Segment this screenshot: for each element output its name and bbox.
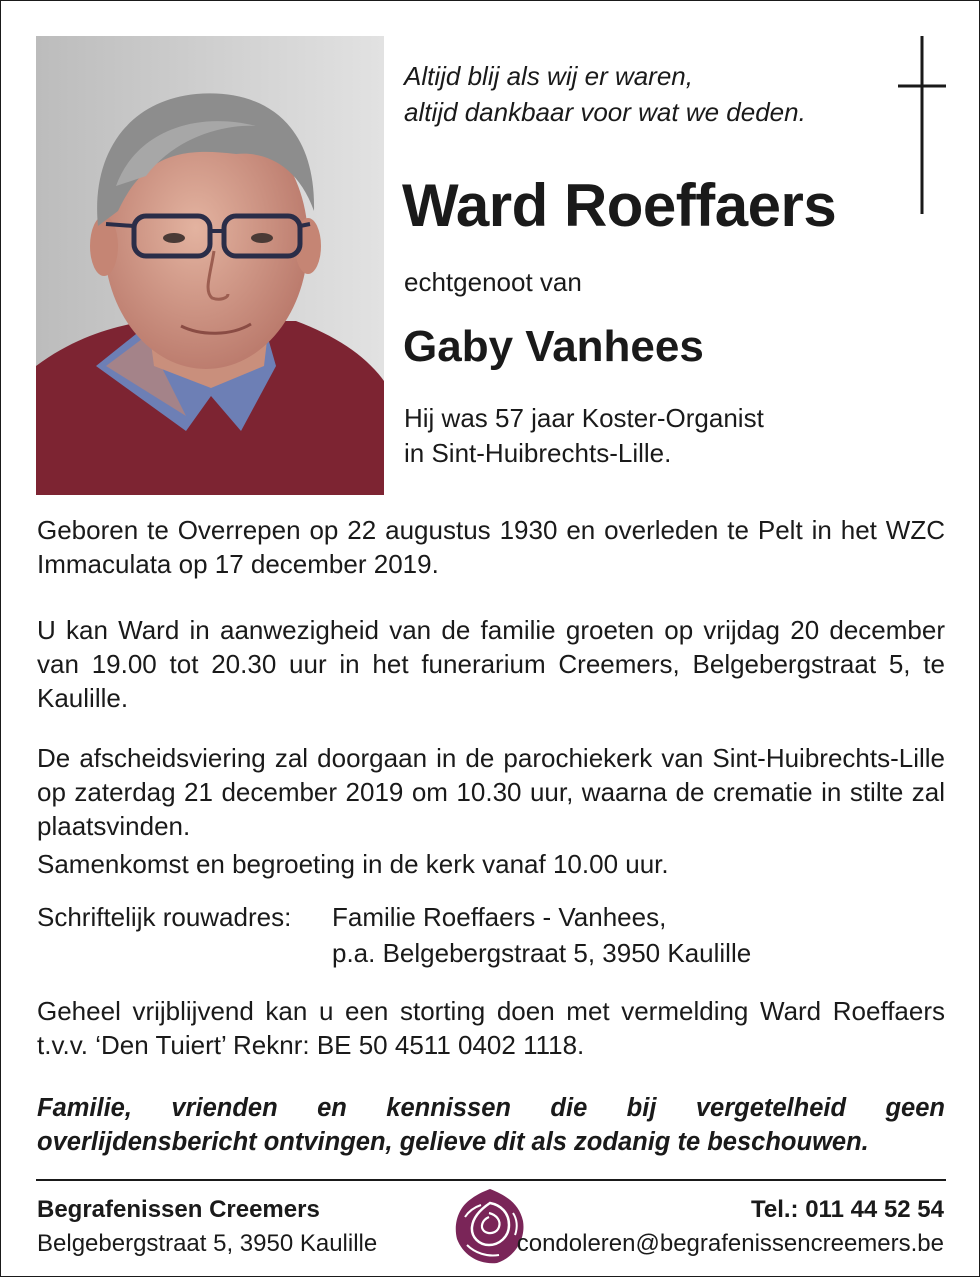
company-name: Begrafenissen Creemers <box>37 1196 320 1223</box>
footer-company-block <box>37 1193 377 1261</box>
cross-icon <box>896 36 948 214</box>
company-address: Belgebergstraat 5, 3950 Kaulille <box>37 1230 378 1257</box>
portrait-photo <box>36 36 384 495</box>
phone-number: Tel.: 011 44 52 54 <box>750 1196 944 1223</box>
memorial-quote <box>404 58 806 130</box>
career-text <box>404 401 764 471</box>
spouse-name: Gaby Vanhees <box>403 322 704 371</box>
ceremony-paragraph: De afscheidsviering zal doorgaan in de parochiekerk van Sint-Huibrechts-Lille op zaterdag 21 december 2019 om 10.30 uur, waarna de crematie in stilte zal plaatsvinden. <box>37 743 945 841</box>
portrait-illustration <box>36 36 384 495</box>
birth-paragraph: Geboren te Overrepen op 22 augustus 1930 en overleden te Pelt in het WZC Immaculata op 17 december 2019. <box>37 515 945 579</box>
address-label: Schriftelijk rouwadres: <box>37 902 292 932</box>
donation-paragraph: Geheel vrijblijvend kan u een storting doen met vermelding Ward Roeffaers t.v.v. ‘Den Tuiert’ Reknr: BE 50 4511 0402 1118. <box>37 996 945 1060</box>
address-line-2: p.a. Belgebergstraat 5, 3950 Kaulille <box>332 938 752 968</box>
career-line-1: Hij was 57 jaar Koster-Organist <box>404 403 764 433</box>
quote-line-1: Altijd blij als wij er waren, <box>404 61 693 91</box>
notice-paragraph: Familie, vrienden en kennissen die bij vergetelheid geen overlijdensbericht ontvingen, gelieve dit als zodanig te beschouwen. <box>37 1094 945 1156</box>
visitation-paragraph: U kan Ward in aanwezigheid van de familie groeten op vrijdag 20 december van 19.00 tot 20.30 uur in het funerarium Creemers, Belgebergstraat 5, te Kaulille. <box>37 615 945 713</box>
email-address: condoleren@begrafenissencreemers.be <box>516 1230 944 1257</box>
career-line-2: in Sint-Huibrechts-Lille. <box>404 438 672 468</box>
address-line-1: Familie Roeffaers - Vanhees, <box>332 902 667 932</box>
deceased-name: Ward Roeffaers <box>402 172 837 239</box>
gathering-paragraph: Samenkomst en begroeting in de kerk vanaf 10.00 uur. <box>37 849 669 879</box>
quote-line-2: altijd dankbaar voor wat we deden. <box>404 97 806 127</box>
footer-divider <box>36 1179 946 1181</box>
footer-contact-block <box>517 1193 944 1261</box>
relation-label: echtgenoot van <box>404 267 582 297</box>
